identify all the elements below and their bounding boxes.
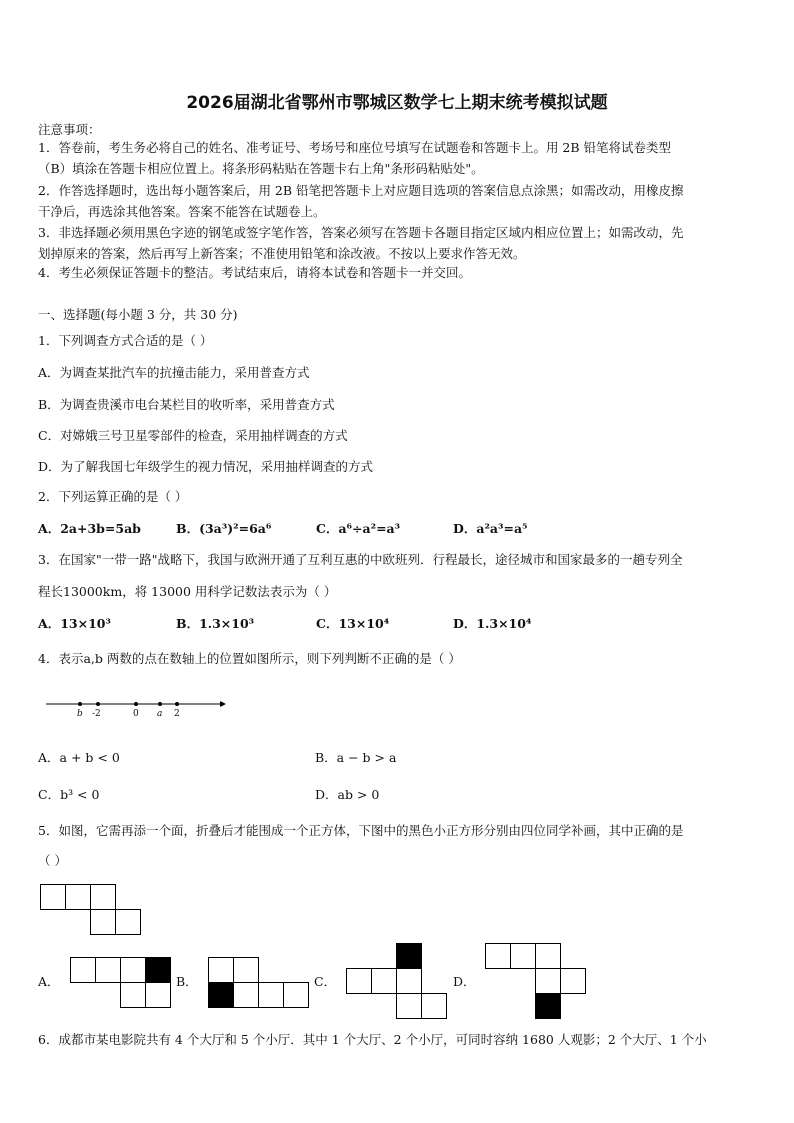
notice-line: 干净后，再选涂其他答案。答案不能答在试题卷上。 [38, 204, 326, 219]
q2-option-b: B．(3a³)²=6a⁶ [176, 521, 272, 536]
q3-option-d: D．1.3×10⁴ [453, 616, 532, 631]
notice-heading: 注意事项： [38, 122, 101, 137]
q1-option-b: B．为调查贵溪市电台某栏目的收听率，采用普查方式 [38, 397, 335, 412]
number-line-label-neg2: -2 [92, 709, 101, 719]
q4-option-d: D．ab > 0 [315, 787, 380, 802]
q2-option-a: A．2a+3b=5ab [38, 521, 141, 536]
q5-option-b-label: B． [176, 974, 198, 989]
q4-option-b: B．a − b > a [315, 750, 397, 765]
number-line-label-b: b [77, 709, 83, 719]
question-5-line: 5．如图，它需再添一个面，折叠后才能围成一个正方体，下图中的黑色小正方形分别由四位同学补画，其中正确的是 [38, 823, 684, 838]
notice-line: 3．非选择题必须用黑色字迹的钢笔或签字笔作答，答案必须写在答题卡各题目指定区域内相应位置上；如需改动，先 [38, 225, 684, 240]
notice-line: 1．答卷前，考生务必将自己的姓名、准考证号、考场号和座位号填写在试题卷和答题卡上。用 2B 铅笔将试卷类型 [38, 140, 672, 155]
number-line-label-2: 2 [174, 709, 180, 719]
q4-option-a: A．a + b < 0 [38, 750, 120, 765]
cube-net-option-d [485, 943, 589, 1021]
question-4-stem: 4．表示a,b 两数的点在数轴上的位置如图所示，则下列判断不正确的是（ ） [38, 651, 461, 666]
number-line-label-0: 0 [133, 709, 139, 719]
notice-line: 划掉原来的答案，然后再写上新答案；不准使用铅笔和涂改液。不按以上要求作答无效。 [38, 246, 526, 261]
notice-line: 2．作答选择题时，选出每小题答案后，用 2B 铅笔把答题卡上对应题目选项的答案信息点涂黑；如需改动，用橡皮擦 [38, 183, 684, 198]
q4-option-c: C．b³ < 0 [38, 787, 100, 802]
cube-net-option-b [208, 957, 312, 1009]
q5-option-c-label: C． [314, 974, 337, 989]
q1-option-a: A．为调查某批汽车的抗撞击能力，采用普查方式 [38, 365, 310, 380]
cube-net-option-c [346, 943, 450, 1021]
q1-option-c: C．对嫦娥三号卫星零部件的检查，采用抽样调查的方式 [38, 428, 348, 443]
q5-option-d-label: D． [453, 974, 476, 989]
cube-net-option-a [70, 957, 174, 1009]
section-heading: 一、选择题(每小题 3 分，共 30 分) [38, 307, 238, 322]
q3-option-b: B．1.3×10³ [176, 616, 255, 631]
notice-line: 4．考生必须保证答题卡的整洁。考试结束后，请将本试卷和答题卡一并交回。 [38, 265, 471, 280]
q1-option-d: D．为了解我国七年级学生的视力情况，采用抽样调查的方式 [38, 459, 374, 474]
question-1-stem: 1．下列调查方式合适的是（ ） [38, 333, 213, 348]
notice-line: （B）填涂在答题卡相应位置上。将条形码粘贴在答题卡右上角"条形码粘贴处"。 [38, 161, 484, 176]
q3-option-a: A．13×10³ [38, 616, 111, 631]
q2-option-d: D．a²a³=a⁵ [453, 521, 528, 536]
page-title: 2026届湖北省鄂州市鄂城区数学七上期末统考模拟试题 [186, 93, 608, 113]
question-3-line: 程长13000km，将 13000 用科学记数法表示为（ ） [38, 584, 337, 599]
number-line-label-a: a [157, 709, 163, 719]
question-3-line: 3．在国家"一带一路"战略下，我国与欧洲开通了互利互惠的中欧班列．行程最长，途径城市和国家最多的一趟专列全 [38, 552, 683, 567]
question-6-line: 6．成都市某电影院共有 4 个大厅和 5 个小厅．其中 1 个大厅、2 个小厅，可同时容纳 1680 人观影；2 个大厅、1 个小 [38, 1032, 707, 1047]
cube-net-base-figure [40, 884, 144, 936]
q5-option-a-label: A． [38, 974, 60, 989]
question-5-line: （ ） [38, 853, 67, 868]
q2-option-c: C．a⁶÷a²=a³ [316, 521, 401, 536]
q3-option-c: C．13×10⁴ [316, 616, 390, 631]
question-2-stem: 2．下列运算正确的是（ ） [38, 489, 188, 504]
